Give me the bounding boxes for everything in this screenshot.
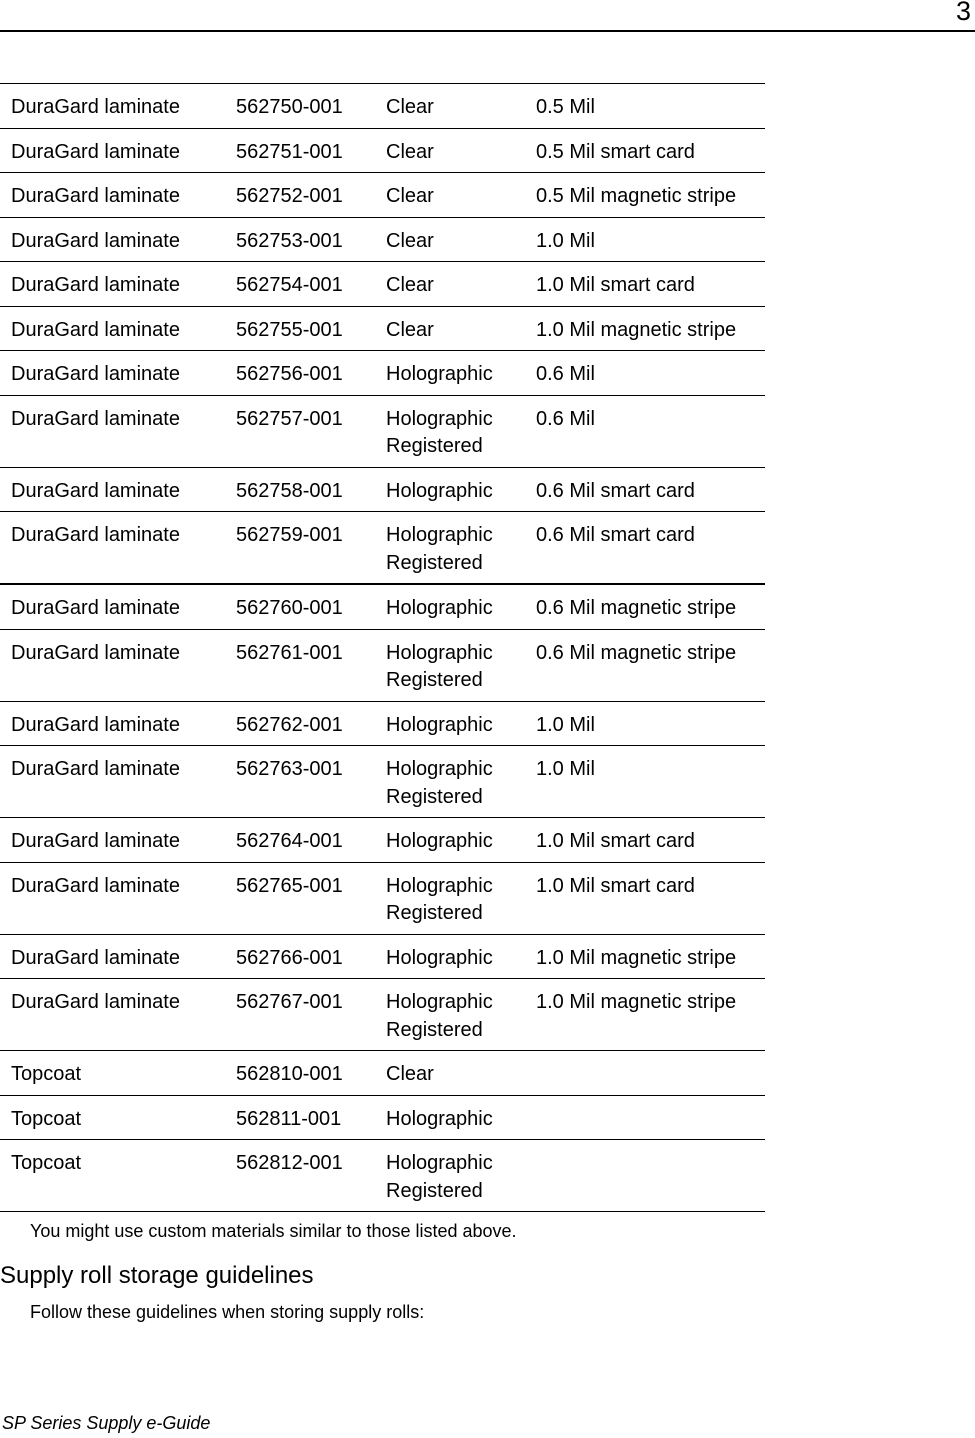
part-number-cell: 562767-001 [225,979,375,1051]
type-cell: Holographic Registered [375,629,525,701]
table-row [0,584,765,629]
description-cell: 1.0 Mil magnetic stripe [525,306,765,351]
table-row [0,217,765,262]
part-number-cell: 562764-001 [225,818,375,863]
part-number-cell: 562763-001 [225,746,375,818]
description-cell: 0.6 Mil [525,351,765,396]
description-cell: 0.5 Mil magnetic stripe [525,173,765,218]
material-cell: Topcoat [0,1051,225,1096]
part-number-cell: 562753-001 [225,217,375,262]
material-cell: DuraGard laminate [0,306,225,351]
table-row [0,306,765,351]
type-cell: Holographic [375,351,525,396]
type-cell: Holographic Registered [375,979,525,1051]
description-cell [525,1051,765,1096]
table-row [0,818,765,863]
table-row [0,701,765,746]
part-number-cell: 562755-001 [225,306,375,351]
table-row [0,1051,765,1096]
part-number-cell: 562762-001 [225,701,375,746]
part-number-cell: 562765-001 [225,862,375,934]
description-cell: 1.0 Mil [525,701,765,746]
material-cell: DuraGard laminate [0,467,225,512]
table-body [0,84,765,1212]
type-cell: Holographic Registered [375,512,525,585]
type-cell: Clear [375,84,525,129]
part-number-cell: 562759-001 [225,512,375,585]
type-cell: Holographic [375,584,525,629]
description-cell: 1.0 Mil smart card [525,262,765,307]
type-cell: Holographic [375,818,525,863]
type-cell: Holographic [375,1095,525,1140]
type-cell: Holographic Registered [375,862,525,934]
material-cell: DuraGard laminate [0,746,225,818]
type-cell: Holographic [375,701,525,746]
description-cell: 1.0 Mil magnetic stripe [525,979,765,1051]
table-row [0,395,765,467]
part-number-cell: 562756-001 [225,351,375,396]
type-cell: Holographic [375,467,525,512]
part-number-cell: 562758-001 [225,467,375,512]
table-row [0,173,765,218]
description-cell: 1.0 Mil smart card [525,862,765,934]
table-row [0,84,765,129]
table-row [0,467,765,512]
table-row [0,1140,765,1212]
table-row [0,629,765,701]
part-number-cell: 562757-001 [225,395,375,467]
table-row [0,262,765,307]
material-cell: DuraGard laminate [0,934,225,979]
table-row [0,1095,765,1140]
type-cell: Holographic Registered [375,746,525,818]
part-number-cell: 562754-001 [225,262,375,307]
description-cell: 1.0 Mil smart card [525,818,765,863]
part-number-cell: 562761-001 [225,629,375,701]
description-cell: 0.6 Mil magnetic stripe [525,629,765,701]
table-row [0,862,765,934]
material-cell: DuraGard laminate [0,512,225,585]
description-cell: 0.5 Mil smart card [525,128,765,173]
intro-text: Follow these guidelines when storing supply rolls: [30,1302,425,1322]
material-cell: DuraGard laminate [0,173,225,218]
description-cell: 1.0 Mil [525,746,765,818]
type-cell: Clear [375,128,525,173]
type-cell: Holographic [375,934,525,979]
supply-table [0,83,765,1212]
material-cell: Topcoat [0,1095,225,1140]
table-row [0,128,765,173]
material-cell: DuraGard laminate [0,818,225,863]
type-cell: Clear [375,1051,525,1096]
description-cell: 0.5 Mil [525,84,765,129]
material-cell: DuraGard laminate [0,217,225,262]
type-cell: Holographic Registered [375,395,525,467]
material-cell: DuraGard laminate [0,351,225,396]
table-row [0,934,765,979]
table-row [0,351,765,396]
description-cell: 0.6 Mil smart card [525,467,765,512]
type-cell: Clear [375,262,525,307]
part-number-cell: 562751-001 [225,128,375,173]
section-heading: Supply roll storage guidelines [0,1262,314,1289]
part-number-cell: 562810-001 [225,1051,375,1096]
type-cell: Holographic Registered [375,1140,525,1212]
part-number-cell: 562750-001 [225,84,375,129]
material-cell: DuraGard laminate [0,262,225,307]
part-number-cell: 562752-001 [225,173,375,218]
page-number: 3 [955,0,971,26]
material-cell: DuraGard laminate [0,128,225,173]
material-cell: DuraGard laminate [0,701,225,746]
description-cell: 0.6 Mil [525,395,765,467]
table-row [0,979,765,1051]
description-cell [525,1095,765,1140]
description-cell: 1.0 Mil [525,217,765,262]
footer-title: SP Series Supply e-Guide [2,1413,211,1433]
part-number-cell: 562760-001 [225,584,375,629]
description-cell: 0.6 Mil magnetic stripe [525,584,765,629]
type-cell: Clear [375,173,525,218]
part-number-cell: 562811-001 [225,1095,375,1140]
header-rule [0,30,975,32]
type-cell: Clear [375,306,525,351]
table-row [0,746,765,818]
material-cell: DuraGard laminate [0,584,225,629]
material-cell: DuraGard laminate [0,395,225,467]
material-cell: Topcoat [0,1140,225,1212]
material-cell: DuraGard laminate [0,979,225,1051]
part-number-cell: 562812-001 [225,1140,375,1212]
material-cell: DuraGard laminate [0,84,225,129]
material-cell: DuraGard laminate [0,862,225,934]
description-cell [525,1140,765,1212]
table-row [0,512,765,585]
material-cell: DuraGard laminate [0,629,225,701]
description-cell: 1.0 Mil magnetic stripe [525,934,765,979]
note-text: You might use custom materials similar to those listed above. [30,1221,517,1241]
part-number-cell: 562766-001 [225,934,375,979]
description-cell: 0.6 Mil smart card [525,512,765,585]
type-cell: Clear [375,217,525,262]
